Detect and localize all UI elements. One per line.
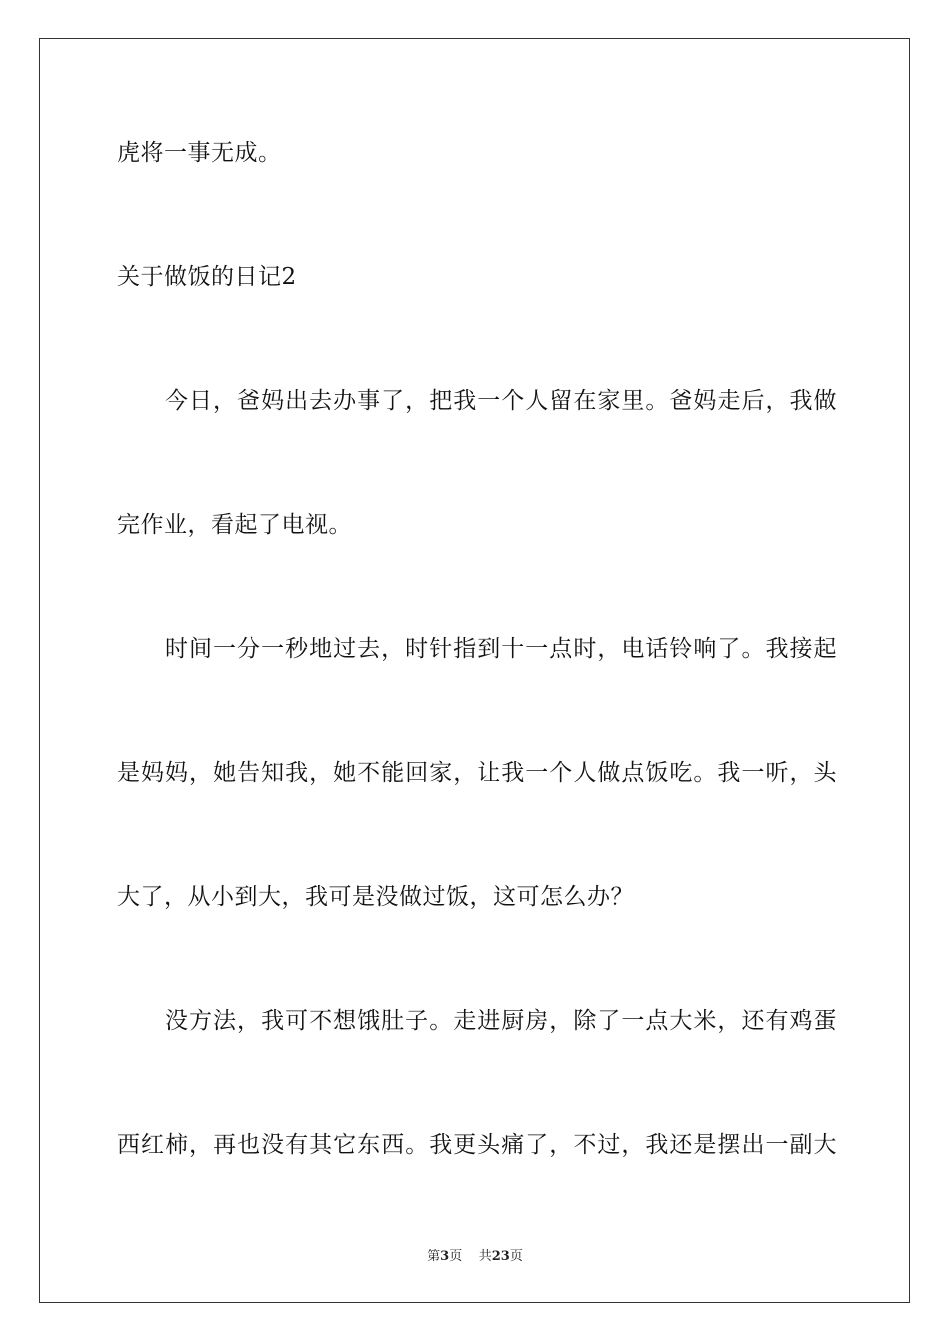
- section-heading: 关于做饭的日记2: [117, 264, 297, 290]
- paragraph-line-5: 时间一分一秒地过去，时针指到十一点时，电话铃响了。我接起: [165, 636, 837, 662]
- footer-page-number: 3: [440, 1249, 450, 1264]
- footer-total-suffix: 页: [509, 1249, 523, 1264]
- paragraph-line-3: 今日，爸妈出去办事了，把我一个人留在家里。爸妈走后，我做: [165, 388, 837, 414]
- paragraph-line-9: 西红柿，再也没有其它东西。我更头痛了，不过，我还是摆出一副大: [117, 1132, 837, 1158]
- footer-page-suffix: 页: [449, 1249, 463, 1264]
- footer-page-prefix: 第: [427, 1249, 441, 1264]
- footer-total-number: 23: [491, 1249, 510, 1264]
- page-border: [39, 38, 910, 1303]
- paragraph-line-6: 是妈妈，她告知我，她不能回家，让我一个人做点饭吃。我一听，头: [117, 760, 837, 786]
- footer-total-prefix: 共: [478, 1249, 492, 1264]
- paragraph-line-1: 虎将一事无成。: [117, 140, 282, 166]
- paragraph-line-8: 没方法，我可不想饿肚子。走进厨房，除了一点大米，还有鸡蛋: [165, 1008, 837, 1034]
- page-footer: [0, 1248, 950, 1266]
- paragraph-line-4: 完作业，看起了电视。: [117, 512, 352, 538]
- paragraph-line-7: 大了，从小到大，我可是没做过饭，这可怎么办？: [117, 884, 634, 910]
